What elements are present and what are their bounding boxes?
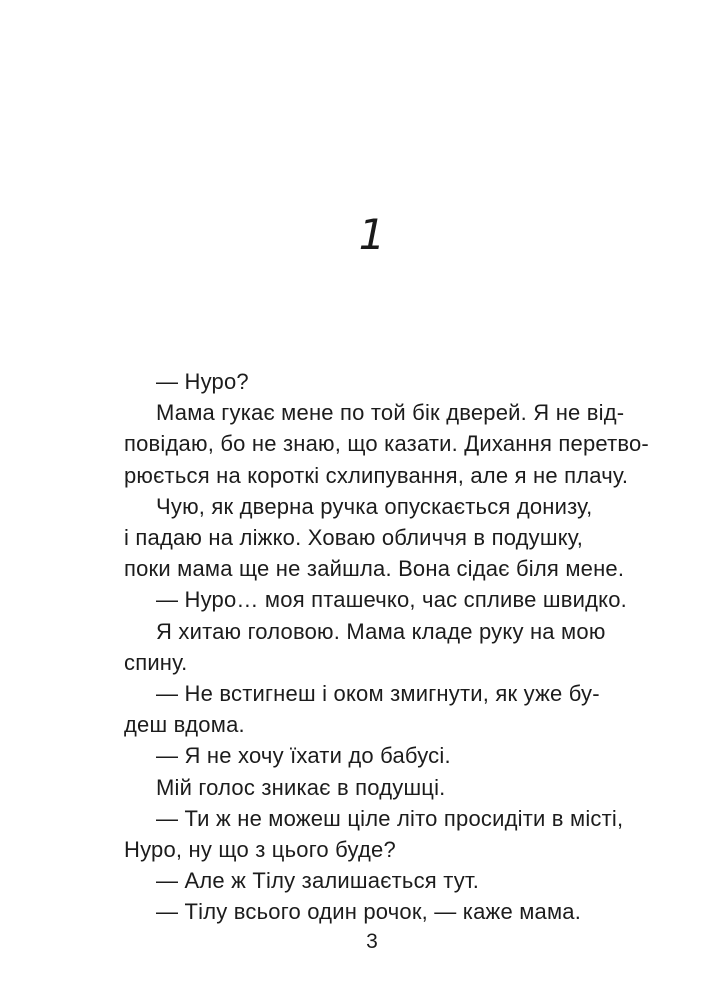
text-line: Мій голос зникає в подушці. (156, 774, 446, 800)
chapter-number: 1 (358, 210, 386, 259)
text-line: — Нуро? (156, 369, 249, 394)
text-line: — Але ж Тілу залишається тут. (156, 868, 480, 894)
text-line: поки мама ще не зайшла. Вона сідає біля мене. (124, 556, 625, 582)
text-line: Чую, як дверна ручка опускається донизу, (156, 493, 593, 519)
text-line: — Нуро… моя пташечко, час спливе швидко. (156, 587, 627, 613)
text-line: Мама гукає мене по той бік дверей. Я не від- (156, 400, 625, 426)
text-line: Нуро, ну що з цього буде? (124, 837, 396, 863)
text-line: — Я не хочу їхати до бабусі. (156, 743, 451, 769)
text-line: Я хитаю головою. Мама кладе руку на мою (156, 618, 606, 644)
text-line: — Тілу всього один рочок, — каже мама. (156, 899, 582, 925)
text-line: — Не встигнеш і оком змигнути, як уже бу- (156, 681, 600, 707)
text-line: і падаю на ліжко. Ховаю обличчя в подушку, (124, 525, 584, 551)
text-line: повідаю, бо не знаю, що казати. Дихання перетво- (124, 431, 649, 457)
body-text (124, 366, 649, 928)
text-line: спину. (124, 649, 188, 675)
page-number: 3 (366, 930, 378, 953)
text-line: — Ти ж не можеш ціле літо просидіти в місті, (156, 805, 624, 831)
text-line: деш вдома. (124, 712, 245, 738)
text-line: рюється на короткі схлипування, але я не плачу. (124, 462, 629, 488)
